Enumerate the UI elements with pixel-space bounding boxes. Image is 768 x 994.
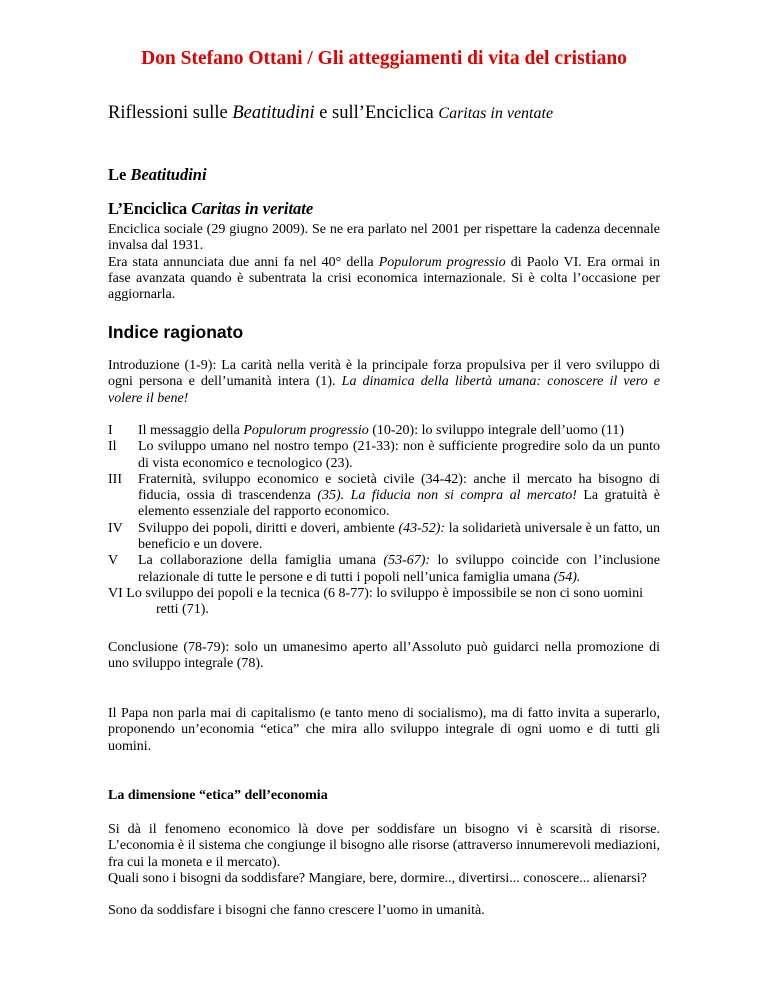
intro-paragraph-1: Enciclica sociale (29 giugno 2009). Se ne era parlato nel 2001 per rispettare la cadenza decennale invalsa dal 1931. xyxy=(108,222,660,254)
document-title: Don Stefano Ottani / Gli atteggiamenti di vita del cristiano xyxy=(141,48,627,69)
chapter-item: Il Lo sviluppo umano nel nostro tempo (21-33): non è sufficiente progredire solo da un punto di vista economico e tecnologico (23). xyxy=(108,439,660,471)
dimensione-text xyxy=(108,822,660,919)
dimensione-paragraph-1: Si dà il fenomeno economico là dove per soddisfare un bisogno vi è scarsità di risorse. L’economia è il sistema che congiunge il bisogno alle risorse (attraverso innumerevoli mediazioni, fra cui la moneta e il mercato). xyxy=(108,822,660,870)
chapter-item: VI Lo sviluppo dei popoli e la tecnica (6 8-77): lo sviluppo è impossibile se non ci sono uomini retti (71). xyxy=(108,585,644,618)
chapter-item: III Fraternità, sviluppo economico e società civile (34-42): anche il mercato ha bisogno di fiducia, ossia di trascendenza (35). La fiducia non si compra al mercato! La gratuità è elemento essenziale del rapporto economico. xyxy=(108,471,660,520)
papa-paragraph: Il Papa non parla mai di capitalismo (e tanto meno di socialismo), ma di fatto invita a superarlo, proponendo un’economia “etica” che mira allo sviluppo integrale di ogni uomo e di tutti gli uomini. xyxy=(108,706,660,754)
enciclica-intro xyxy=(108,222,660,303)
intro-paragraph-2: Era stata annunciata due anni fa nel 40° della Populorum progressio di Paolo VI. Era ormai in fase avanzata quando è subentrata la crisi economica internazionale. Si è colta l’occasione per aggiornarla. xyxy=(108,254,660,303)
document-subtitle: Riflessioni sulle Beatitudini e sull’Enciclica Caritas in ventate xyxy=(108,103,554,123)
indice-heading: Indice ragionato xyxy=(108,322,244,342)
section-heading-enciclica: L’Enciclica Caritas in veritate xyxy=(108,199,314,218)
conclusione-paragraph: Conclusione (78-79): solo un umanesimo aperto all’Assoluto può guidarci nella promozione di uno sviluppo integrale (78). xyxy=(108,640,660,672)
dimensione-paragraph-2: Quali sono i bisogni da soddisfare? Mangiare, bere, dormire.., divertirsi... conoscere... alienarsi? xyxy=(108,870,647,886)
dimensione-heading: La dimensione “etica” dell’economia xyxy=(108,788,328,803)
section-heading-beatitudini: Le Beatitudini xyxy=(108,165,207,184)
chapter-item: V La collaborazione della famiglia umana (53-67): lo sviluppo coincide con l’inclusione relazionale di tutte le persone e di tutti i popoli nell’unica famiglia umana (54). xyxy=(108,553,660,585)
introduzione-paragraph: Introduzione (1-9): La carità nella verità è la principale forza propulsiva per il vero sviluppo di ogni persona e dell’umanità intera (1). La dinamica della libertà umana: conoscere il vero e volere il bene! xyxy=(108,358,660,406)
chapter-item: I Il messaggio della Populorum progressio (10-20): lo sviluppo integrale dell’uomo (11) xyxy=(108,423,625,438)
chapter-item: IV Sviluppo dei popoli, diritti e doveri, ambiente (43-52): la solidarietà universale è un fatto, un beneficio e un dovere. xyxy=(108,520,660,553)
chapter-list xyxy=(108,423,660,619)
dimensione-paragraph-3: Sono da soddisfare i bisogni che fanno crescere l’uomo in umanità. xyxy=(108,903,485,919)
